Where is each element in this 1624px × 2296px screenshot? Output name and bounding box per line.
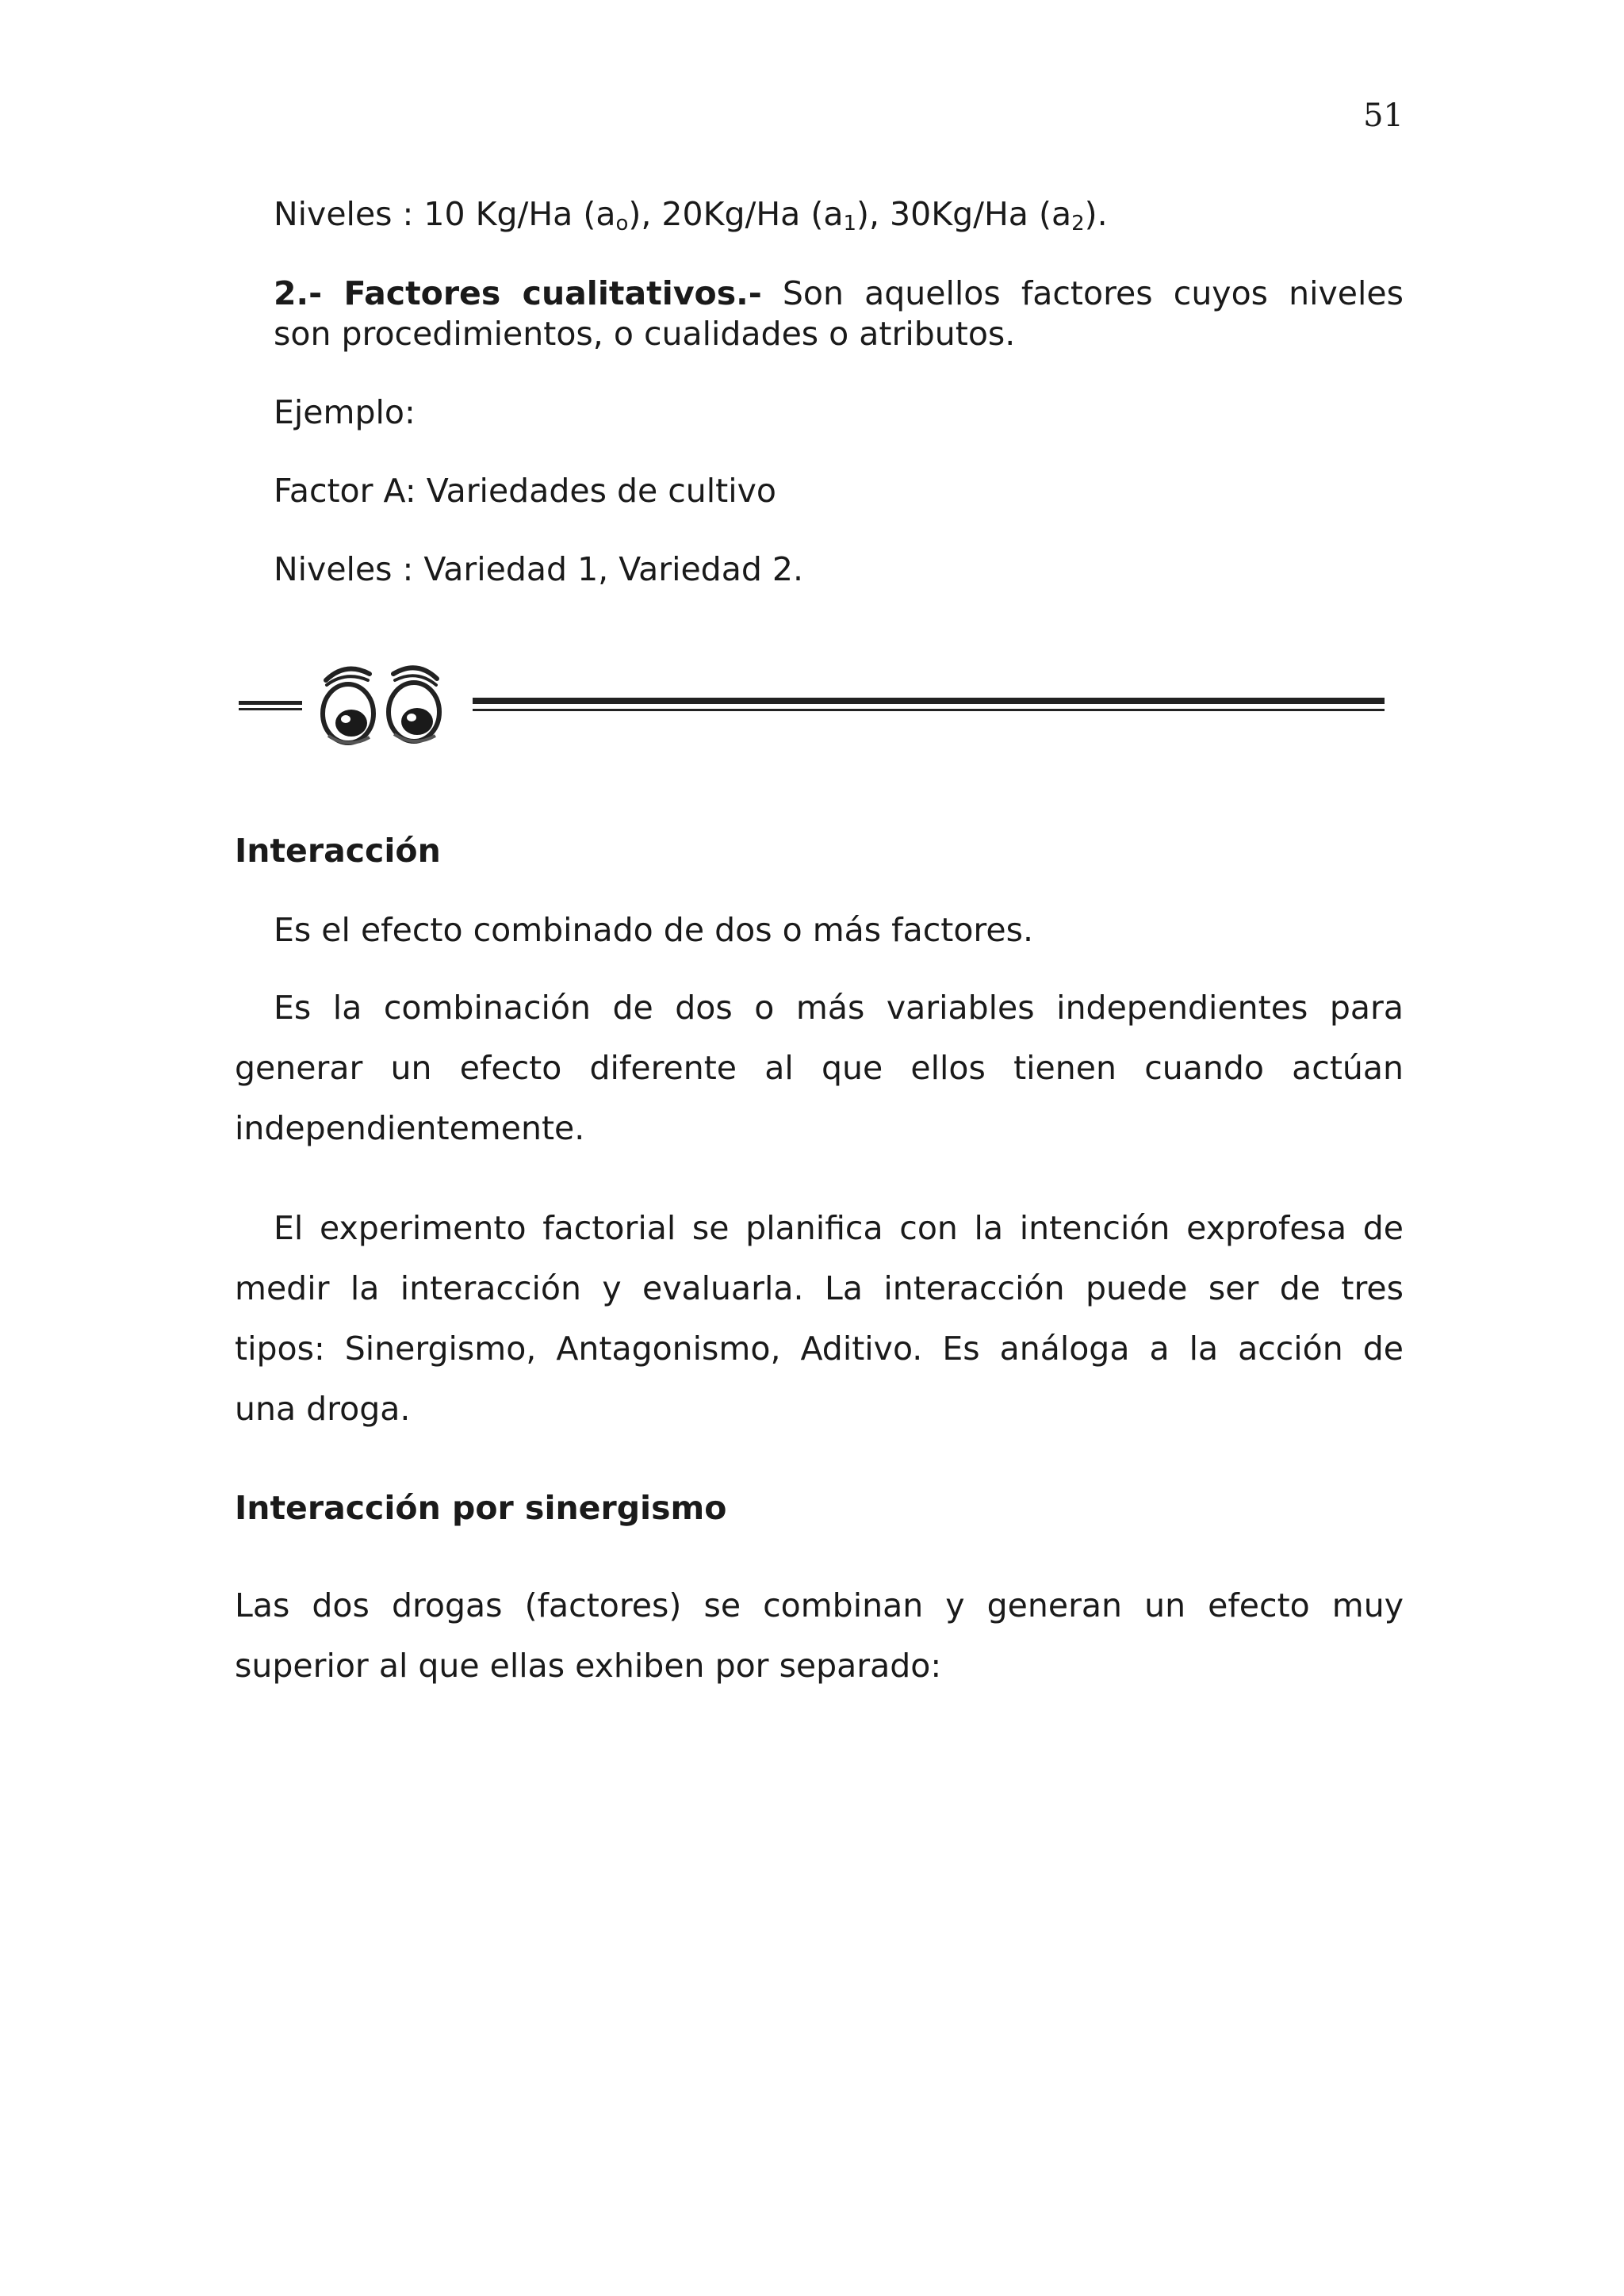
eyes-icon (323, 668, 439, 743)
qualitative-factors-line1 (274, 271, 1404, 316)
section-heading-synergism: Interacción por sinergismo (235, 1489, 727, 1527)
divider-line-left (239, 701, 302, 710)
interaction-paragraph-1: Es el efecto combinado de dos o más factores. (274, 911, 1033, 949)
interaction-paragraph-3-line2: medir la interacción y evaluarla. La interacción puede ser de tres (235, 1269, 1404, 1307)
eyes-divider (235, 650, 1392, 753)
subscript-0: o (615, 212, 629, 235)
subscript-1: 1 (843, 212, 856, 235)
example-label: Ejemplo: (274, 393, 416, 431)
levels-text-mid1: ), 20Kg/Ha (a (628, 195, 844, 233)
section-heading-interaction: Interacción (235, 832, 441, 870)
interaction-paragraph-3-line3: tipos: Sinergismo, Antagonismo, Aditivo. Es análoga a la acción de (235, 1330, 1404, 1368)
page-number: 51 (1363, 98, 1404, 134)
quantitative-levels-line (274, 192, 1108, 236)
example-factor: Factor A: Variedades de cultivo (274, 472, 776, 510)
synergism-paragraph-line1: Las dos drogas (factores) se combinan y generan un efecto muy (235, 1586, 1404, 1624)
synergism-paragraph-line2: superior al que ellas exhiben por separado: (235, 1647, 942, 1685)
interaction-paragraph-2-line2: generar un efecto diferente al que ellos tienen cuando actúan (235, 1049, 1404, 1087)
interaction-paragraph-2-line3: independientemente. (235, 1109, 585, 1147)
interaction-paragraph-2-line1: Es la combinación de dos o más variables independientes para (274, 989, 1404, 1027)
example-levels: Niveles : Variedad 1, Variedad 2. (274, 550, 804, 588)
levels-text-mid2: ), 30Kg/Ha (a (856, 195, 1072, 233)
subscript-2: 2 (1071, 212, 1085, 235)
interaction-paragraph-3-line4: una droga. (235, 1390, 411, 1428)
levels-text-suffix: ). (1084, 195, 1108, 233)
qualitative-factors-text: Son aquellos factores cuyos niveles (782, 274, 1404, 312)
interaction-paragraph-3-line1: El experimento factorial se planifica con la intención exprofesa de (274, 1209, 1404, 1247)
qualitative-factors-title: 2.- Factores cualitativos.- (274, 274, 762, 312)
divider-line-right (473, 698, 1385, 711)
levels-text-prefix: Niveles : 10 Kg/Ha (a (274, 195, 616, 233)
qualitative-factors-line2: son procedimientos, o cualidades o atributos. (274, 315, 1016, 353)
